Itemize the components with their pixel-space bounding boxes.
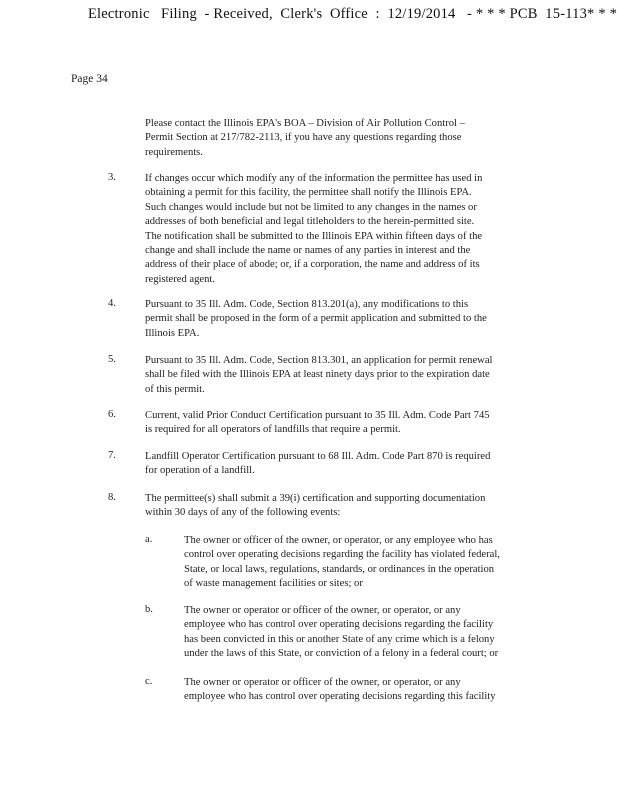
item-4-paragraph — [145, 298, 533, 341]
text-line: Current, valid Prior Conduct Certification pursuant to 35 Ill. Adm. Code Part 745 — [145, 410, 490, 421]
text-line: Permit Section at 217/782-2113, if you have any questions regarding those — [145, 132, 462, 144]
item-3-paragraph — [145, 172, 533, 287]
text-line: The owner or operator or officer of the owner, or operator, or any — [184, 677, 461, 688]
text-line: registered agent. — [145, 273, 216, 285]
text-line: is required for all operators of landfills that require a permit. — [145, 424, 401, 436]
text-line: has been convicted in this or another State of any crime which is a felony — [184, 633, 495, 645]
text-line: permit shall be proposed in the form of a permit application and submitted to the — [145, 313, 487, 325]
filing-header: Electronic Filing - Received, Clerk's Office : 12/19/2014 - * * * PCB 15-113* * * — [88, 6, 618, 22]
text-line: control over operating decisions regarding the facility has violated federal, — [184, 549, 500, 561]
page-number: Page 34 — [71, 73, 108, 85]
text-line: The owner or operator or officer of the owner, or operator, or any — [184, 605, 461, 616]
item-number: 5. — [108, 354, 116, 365]
text-line: If changes occur which modify any of the information the permittee has used in — [145, 173, 483, 184]
text-line: Landfill Operator Certification pursuant to 68 Ill. Adm. Code Part 870 is required — [145, 451, 491, 462]
item-number: 7. — [108, 450, 116, 461]
text-line: employee who has control over operating decisions regarding the facility — [184, 619, 494, 631]
item-5-paragraph — [145, 354, 533, 397]
subitem-letter: a. — [145, 534, 153, 545]
text-line: Please contact the Illinois EPA's BOA – Division of Air Pollution Control – — [145, 118, 465, 129]
text-line: for operation of a landfill. — [145, 465, 255, 477]
text-line: Such changes would include but not be limited to any changes in the names or — [145, 201, 477, 213]
intro-paragraph — [145, 117, 533, 160]
text-line: change and shall include the name or names of any parties in interest and the — [145, 245, 471, 257]
subitem-letter: b. — [145, 604, 153, 615]
item-number: 8. — [108, 492, 116, 503]
text-line: address of their place of abode; or, if a corporation, the name and address of its — [145, 259, 480, 271]
subitem-letter: c. — [145, 676, 153, 687]
item-number: 6. — [108, 409, 116, 420]
text-line: requirements. — [145, 146, 203, 158]
item-7-paragraph — [145, 450, 533, 479]
subitem-b-paragraph — [184, 604, 536, 662]
text-line: employee who has control over operating decisions regarding this facility — [184, 691, 496, 703]
item-number: 3. — [108, 172, 116, 183]
text-line: obtaining a permit for this facility, the permittee shall notify the Illinois EPA. — [145, 187, 472, 199]
text-line: The permittee(s) shall submit a 39(i) certification and supporting documentation — [145, 493, 486, 504]
text-line: shall be filed with the Illinois EPA at least ninety days prior to the expiration date — [145, 369, 490, 381]
text-line: Pursuant to 35 Ill. Adm. Code, Section 813.201(a), any modifications to this — [145, 299, 469, 310]
item-number: 4. — [108, 298, 116, 309]
text-line: Pursuant to 35 Ill. Adm. Code, Section 813.301, an application for permit renewal — [145, 355, 493, 366]
text-line: The owner or officer of the owner, or operator, or any employee who has — [184, 535, 493, 546]
text-line: addresses of both beneficial and legal titleholders to the herein-permitted site. — [145, 216, 475, 228]
text-line: within 30 days of any of the following events: — [145, 507, 341, 519]
text-line: of this permit. — [145, 383, 205, 395]
item-6-paragraph — [145, 409, 533, 438]
item-8-paragraph — [145, 492, 533, 521]
text-line: State, or local laws, regulations, standards, or ordinances in the operation — [184, 563, 495, 575]
text-line: under the laws of this State, or conviction of a felony in a federal court; or — [184, 648, 499, 660]
text-line: Illinois EPA. — [145, 327, 200, 339]
subitem-a-paragraph — [184, 534, 536, 592]
text-line: The notification shall be submitted to the Illinois EPA within fifteen days of the — [145, 230, 483, 242]
text-line: of waste management facilities or sites; or — [184, 578, 363, 590]
subitem-c-paragraph — [184, 676, 536, 705]
